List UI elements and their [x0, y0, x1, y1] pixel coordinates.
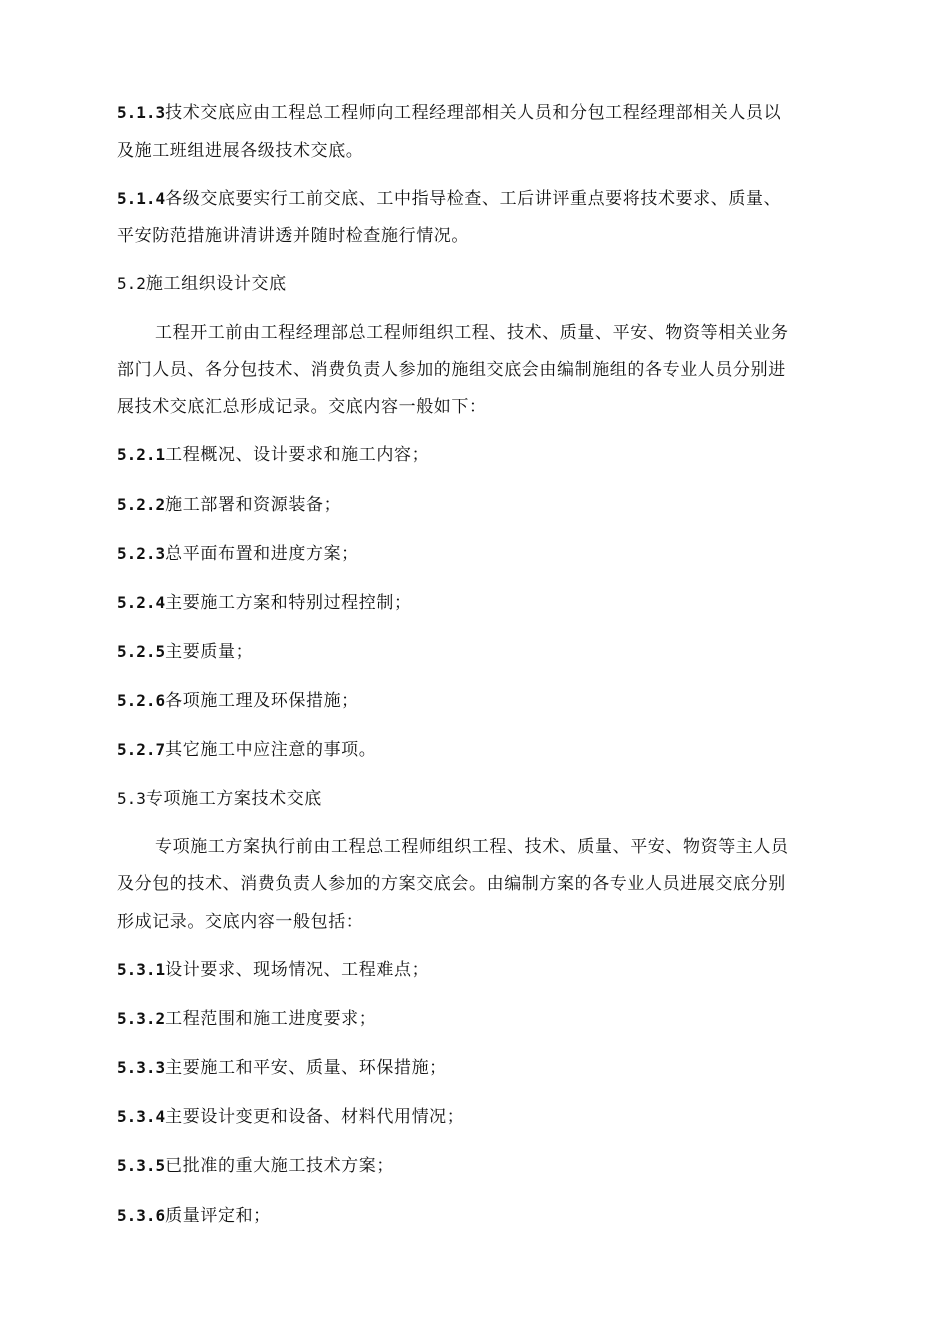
paragraph-text: 专项施工方案执行前由工程总工程师组织工程、技术、质量、平安、物资等主人员	[155, 837, 789, 857]
paragraph-text: 展技术交底汇总形成记录。交底内容一般如下：	[117, 397, 487, 417]
item-number: 5.3.6	[117, 1206, 166, 1225]
list-item	[117, 1154, 847, 1178]
list-item	[117, 1204, 847, 1228]
item-text: 工程范围和施工进度要求；	[165, 1009, 377, 1029]
list-item	[117, 640, 847, 664]
section-5-1-4-line-1	[117, 187, 847, 211]
item-number: 5.3.4	[117, 1107, 166, 1126]
section-5-1-3-line-2	[117, 139, 847, 163]
section-5-1-4-line-2	[117, 224, 847, 248]
item-text: 工程概况、设计要求和施工内容；	[165, 445, 430, 465]
item-text: 主要质量；	[165, 642, 254, 662]
paragraph-5-3-line-2	[117, 872, 847, 896]
item-text: 设计要求、现场情况、工程难点；	[165, 960, 430, 980]
item-number: 5.3.5	[117, 1156, 166, 1175]
list-item	[117, 443, 847, 467]
heading-5-3	[117, 787, 847, 811]
list-item	[117, 493, 847, 517]
list-item	[117, 738, 847, 762]
item-number: 5.2.3	[117, 544, 166, 563]
list-item	[117, 958, 847, 982]
section-text: 技术交底应由工程总工程师向工程经理部相关人员和分包工程经理部相关人员以	[165, 103, 782, 123]
paragraph-5-2-line-2	[117, 358, 847, 382]
item-number: 5.3.1	[117, 960, 166, 979]
item-text: 主要设计变更和设备、材料代用情况；	[165, 1107, 465, 1127]
item-number: 5.2.7	[117, 740, 166, 759]
item-number: 5.2.2	[117, 495, 166, 514]
list-item	[117, 542, 847, 566]
section-text: 平安防范措施讲清讲透并随时检查施行情况。	[117, 226, 469, 246]
list-item	[117, 1105, 847, 1129]
section-number: 5.1.3	[117, 103, 166, 122]
paragraph-text: 及分包的技术、消费负责人参加的方案交底会。由编制方案的各专业人员进展交底分别	[117, 874, 786, 894]
list-item	[117, 1007, 847, 1031]
item-number: 5.3.3	[117, 1058, 166, 1077]
paragraph-5-3-line-1	[155, 835, 885, 859]
list-item	[117, 689, 847, 713]
paragraph-5-3-line-3	[117, 910, 847, 934]
item-text: 主要施工和平安、质量、环保措施；	[165, 1058, 447, 1078]
item-text: 其它施工中应注意的事项。	[165, 740, 377, 760]
item-number: 5.2.1	[117, 445, 166, 464]
item-number: 5.2.6	[117, 691, 166, 710]
item-text: 施工部署和资源装备；	[165, 495, 342, 515]
item-text: 总平面布置和进度方案；	[165, 544, 359, 564]
list-item	[117, 1056, 847, 1080]
paragraph-text: 工程开工前由工程经理部总工程师组织工程、技术、质量、平安、物资等相关业务	[155, 323, 789, 343]
heading-title: 专项施工方案技术交底	[145, 789, 322, 809]
item-text: 各项施工理及环保措施；	[165, 691, 359, 711]
paragraph-text: 部门人员、各分包技术、消费负责人参加的施组交底会由编制施组的各专业人员分别进	[117, 360, 786, 380]
heading-5-2	[117, 272, 847, 296]
item-number: 5.2.4	[117, 593, 166, 612]
list-item	[117, 591, 847, 615]
heading-number: 5.3	[117, 789, 146, 808]
paragraph-5-2-line-1	[155, 321, 885, 345]
section-text: 及施工班组进展各级技术交底。	[117, 141, 364, 161]
paragraph-text: 形成记录。交底内容一般包括：	[117, 912, 364, 932]
section-5-1-3-line-1	[117, 101, 847, 125]
item-number: 5.2.5	[117, 642, 166, 661]
heading-title: 施工组织设计交底	[145, 274, 287, 294]
heading-number: 5.2	[117, 274, 146, 293]
section-number: 5.1.4	[117, 189, 166, 208]
section-text: 各级交底要实行工前交底、工中指导检查、工后讲评重点要将技术要求、质量、	[165, 189, 782, 209]
item-text: 主要施工方案和特别过程控制；	[165, 593, 412, 613]
item-number: 5.3.2	[117, 1009, 166, 1028]
item-text: 已批准的重大施工技术方案；	[165, 1156, 394, 1176]
paragraph-5-2-line-3	[117, 395, 847, 419]
item-text: 质量评定和；	[165, 1206, 271, 1226]
